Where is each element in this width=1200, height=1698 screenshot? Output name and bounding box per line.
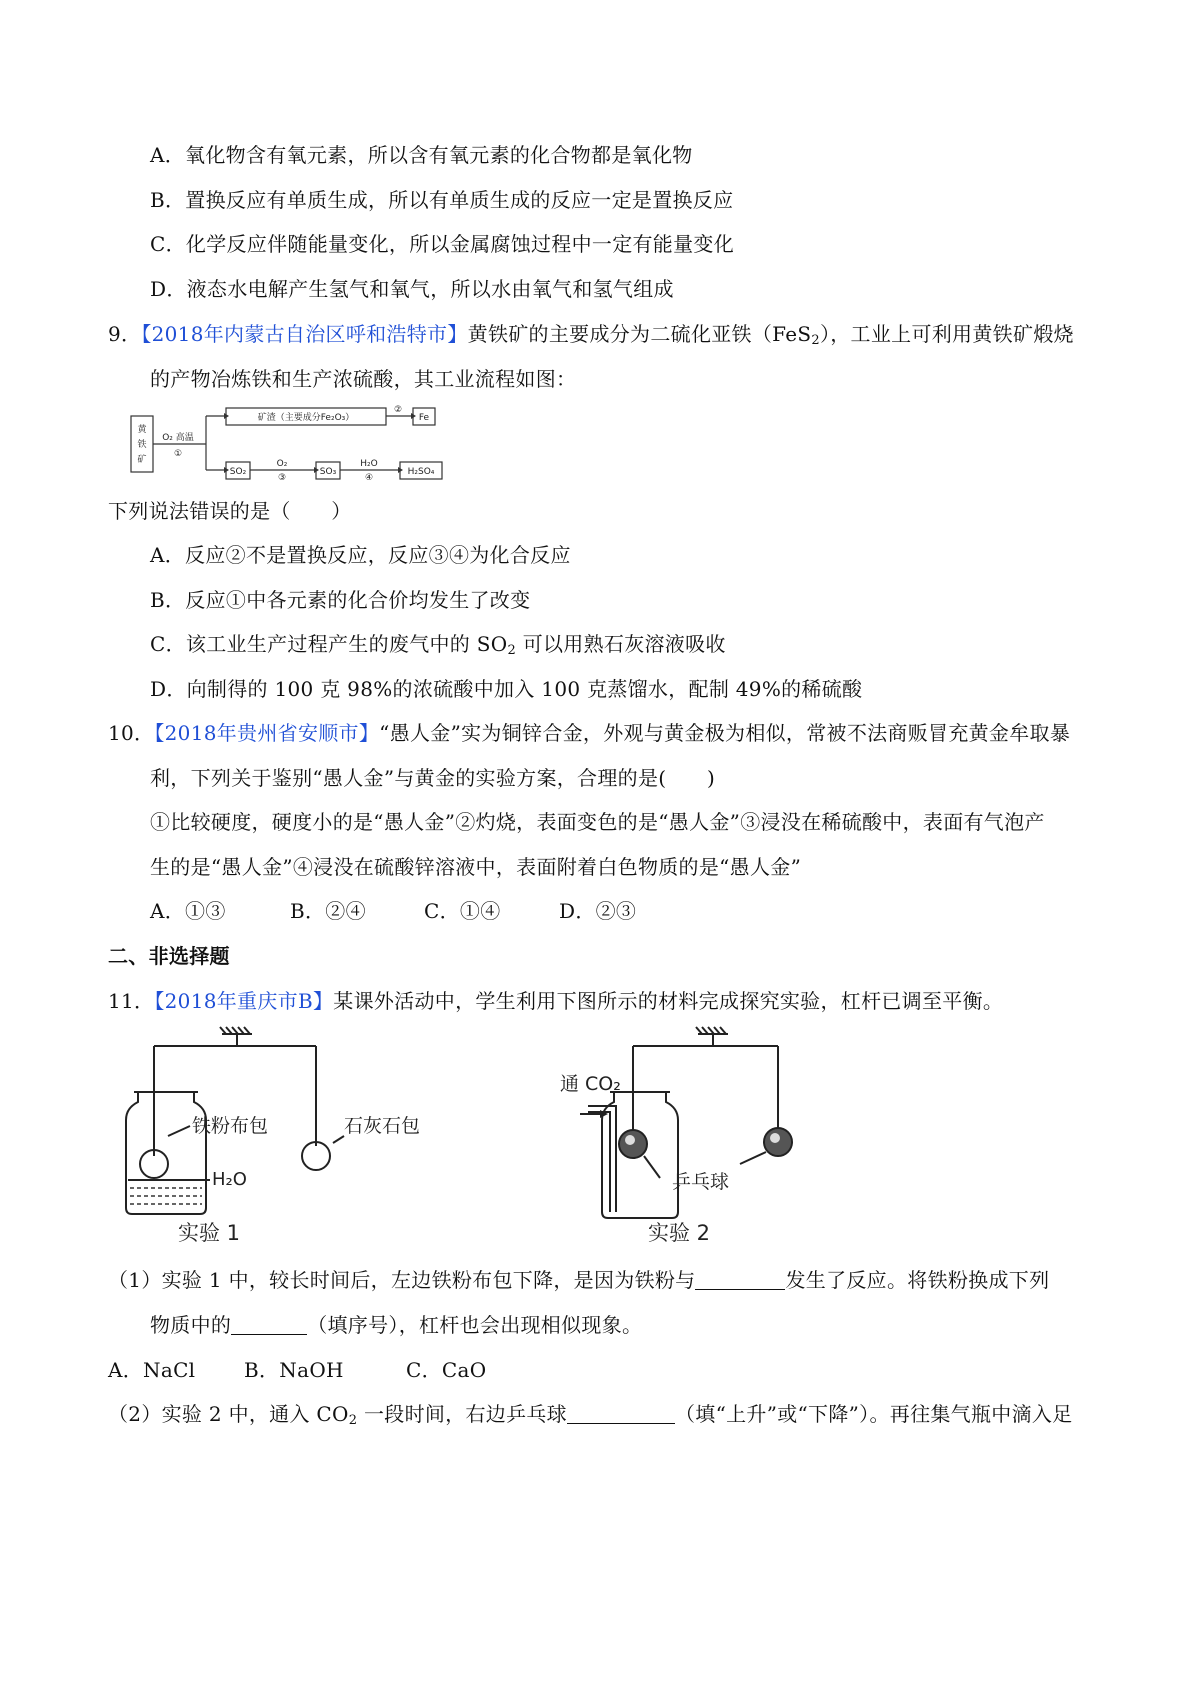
experiment-1-figure xyxy=(108,1028,448,1258)
q11-part1-text-end: 发生了反应。将铁粉换成下列 xyxy=(785,1268,1050,1292)
q9-option-a: A．反应②不是置换反应，反应③④为化合反应 xyxy=(150,543,571,567)
answer-blank-2[interactable] xyxy=(231,1314,307,1335)
q11-part2-text-mid: 一段时间，右边乒乓球 xyxy=(357,1402,567,1426)
q10-stem-line1 xyxy=(108,720,1070,746)
q9-option-c-sub: 2 xyxy=(507,643,517,658)
q9-option-b: B．反应①中各元素的化合价均发生了改变 xyxy=(150,588,531,612)
experiment-1-caption: 实验 1 xyxy=(178,1221,241,1245)
cond4-label: H₂O xyxy=(360,459,378,469)
ore-label-1: 黄 xyxy=(137,425,147,435)
co2-inlet-label: 通 CO₂ xyxy=(560,1073,621,1095)
q11-part1-text2-end: （填序号），杠杆也会出现相似现象。 xyxy=(307,1313,643,1337)
so3-label: SO₃ xyxy=(319,467,337,477)
q9-option-c xyxy=(150,631,726,664)
q8-option-a: A．氧化物含有氧元素，所以含有氧元素的化合物都是氧化物 xyxy=(150,143,693,167)
step2-label: ② xyxy=(393,405,403,415)
step4-label: ④ xyxy=(364,473,374,483)
q11-part1-line2 xyxy=(150,1312,642,1338)
ore-label-2: 铁 xyxy=(137,440,147,450)
so2-label: SO₂ xyxy=(229,467,247,477)
q9-option-c-text: C．该工业生产过程产生的废气中的 SO xyxy=(150,632,508,656)
fe-label: Fe xyxy=(418,413,430,423)
q8-option-d: D．液态水电解产生氢气和氧气，所以水由氧气和氢气组成 xyxy=(150,277,674,301)
pingpong-label: 乒乓球 xyxy=(672,1171,730,1193)
q10-option-d: D．②③ xyxy=(559,899,637,923)
q10-option-c: C．①④ xyxy=(424,899,501,923)
iron-bag-label: 铁粉布包 xyxy=(192,1115,269,1137)
cond3-label: O₂ xyxy=(276,459,288,469)
q8-option-b: B．置换反应有单质生成，所以有单质生成的反应一定是置换反应 xyxy=(150,188,734,212)
q10-stem-line4: 生的是“愚人金”④浸没在硫酸锌溶液中，表面附着白色物质的是“愚人金” xyxy=(150,855,802,879)
q9-stem-text: 黄铁矿的主要成分为二硫化亚铁（FeS xyxy=(467,322,812,346)
answer-blank-3[interactable] xyxy=(567,1403,675,1424)
q9-flow-diagram xyxy=(128,402,458,482)
q11-part2-sub: 2 xyxy=(348,1413,358,1428)
q10-number: 10． xyxy=(108,721,155,745)
q9-source: 【2018年内蒙古自治区呼和浩特市】 xyxy=(141,322,468,346)
q11-part1-text: （1）实验 1 中，较长时间后，左边铁粉布包下降，是因为铁粉与 xyxy=(108,1268,696,1292)
h2so4-label: H₂SO₄ xyxy=(407,467,435,477)
step1-label: ① xyxy=(173,449,183,459)
experiment-2-caption: 实验 2 xyxy=(648,1221,711,1245)
q11-part2-text-end: （填“上升”或“下降”）。再往集气瓶中滴入足 xyxy=(674,1402,1073,1426)
q9-stem-text-end: ），工业上可利用黄铁矿煅烧 xyxy=(819,322,1074,346)
q11-source: 【2018年重庆市B】 xyxy=(154,989,334,1013)
slag-label: 矿渣（主要成分Fe₂O₃） xyxy=(257,413,355,423)
q9-stem-subscript: 2 xyxy=(811,333,820,348)
q11-stem xyxy=(108,988,1003,1014)
q11-part2-line1 xyxy=(108,1401,1072,1434)
q10-stem-line3: ①比较硬度，硬度小的是“愚人金”②灼烧，表面变色的是“愚人金”③浸没在稀硫酸中，表面有气泡产 xyxy=(150,810,1045,834)
section-heading: 二、非选择题 xyxy=(108,944,230,968)
q11-option-c: C．CaO xyxy=(406,1358,487,1382)
ore-label-3: 矿 xyxy=(137,455,147,465)
q9-number: 9． xyxy=(108,322,142,346)
q11-stem-text: 某课外活动中，学生利用下图所示的材料完成探究实验，杠杆已调至平衡。 xyxy=(333,989,1004,1013)
q9-option-d: D．向制得的 100 克 98%的浓硫酸中加入 100 克蒸馏水，配制 49%的稀硫酸 xyxy=(150,677,863,701)
answer-blank-1[interactable] xyxy=(695,1269,785,1290)
q11-part1-text2: 物质中的 xyxy=(150,1313,232,1337)
q11-option-b: B．NaOH xyxy=(244,1358,344,1382)
q10-option-b: B．②④ xyxy=(290,899,366,923)
q11-number: 11． xyxy=(108,989,155,1013)
q9-option-c-end: 可以用熟石灰溶液吸收 xyxy=(516,632,726,656)
q8-option-c: C．化学反应伴随能量变化，所以金属腐蚀过程中一定有能量变化 xyxy=(150,232,735,256)
q9-question: 下列说法错误的是（ ） xyxy=(108,499,352,523)
q10-stem-line2: 利，下列关于鉴别“愚人金”与黄金的实验方案，合理的是( ) xyxy=(150,766,716,790)
q11-part2-text: （2）实验 2 中，通入 CO xyxy=(108,1402,349,1426)
q10-source: 【2018年贵州省安顺市】 xyxy=(154,721,380,745)
q10-stem-text: “愚人金”实为铜锌合金，外观与黄金极为相似，常被不法商贩冒充黄金牟取暴 xyxy=(379,721,1071,745)
cond1-label: O₂ 高温 xyxy=(162,433,194,443)
step3-label: ③ xyxy=(277,473,287,483)
water-label: H₂O xyxy=(212,1169,247,1190)
limestone-bag-label: 石灰石包 xyxy=(344,1115,421,1137)
q11-option-a: A．NaCl xyxy=(108,1358,196,1382)
q10-option-a: A．①③ xyxy=(150,899,226,923)
q9-stem-line1 xyxy=(108,321,1074,354)
q11-part1-line1 xyxy=(108,1267,1049,1293)
experiment-2-figure xyxy=(560,1028,890,1258)
q9-stem-line2: 的产物冶炼铁和生产浓硫酸，其工业流程如图： xyxy=(150,367,577,391)
